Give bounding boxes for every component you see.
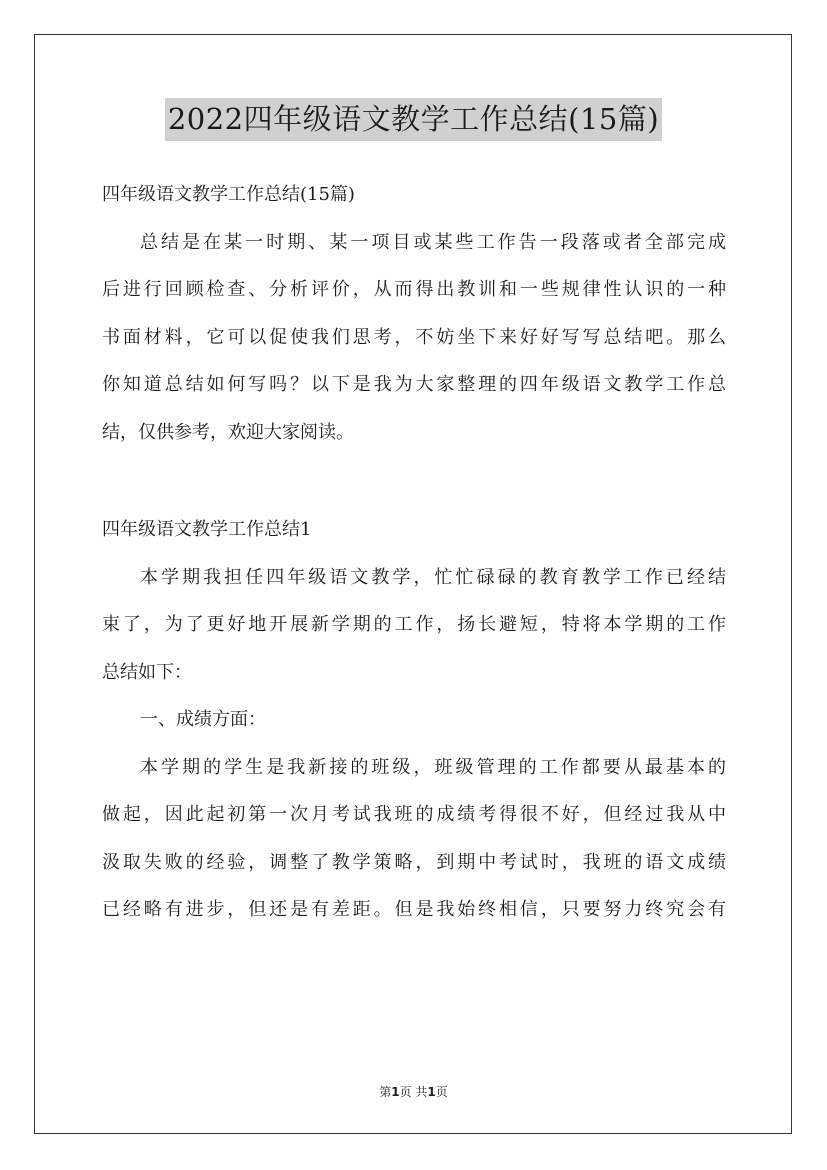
intro-line: 你知道总结如何写吗？以下是我为大家整理的四年级语文教学工作总: [102, 374, 726, 395]
section1-para1-line: 本学期我担任四年级语文教学，忙忙碌碌的教育教学工作已经结: [140, 566, 726, 588]
section1-para1-line: 束了，为了更好地开展新学期的工作，扬长避短，特将本学期的工作: [102, 614, 726, 635]
subheading: 一、成绩方面：: [140, 709, 266, 730]
intro-line: 后进行回顾检查、分析评价，从而得出教训和一些规律性认识的一种: [102, 279, 726, 300]
footer-total-pages: 1: [427, 1085, 436, 1099]
title-container: [0, 98, 827, 141]
intro-line: 书面材料，它可以促使我们思考，不妨坐下来好好写写总结吧。那么: [102, 326, 726, 348]
footer-page-number: 1: [391, 1085, 400, 1099]
section1-para2-line: 做起，因此起初第一次月考试我班的成绩考得很不好，但经过我从中: [102, 804, 726, 825]
footer-suffix: 页: [435, 1085, 448, 1099]
page-footer: [0, 1083, 827, 1100]
intro-line: 结，仅供参考，欢迎大家阅读。: [102, 421, 354, 443]
section1-para2-line: 汲取失败的经验，调整了教学策略，到期中考试时，我班的语文成绩: [102, 851, 726, 873]
section1-para2-line: 已经略有进步，但还是有差距。但是我始终相信，只要努力终究会有: [102, 899, 726, 920]
document-subtitle: 四年级语文教学工作总结(15篇): [102, 184, 355, 205]
section1-para2-line: 本学期的学生是我新接的班级，班级管理的工作都要从最基本的: [140, 756, 726, 778]
footer-mid: 页 共: [399, 1085, 428, 1099]
intro-line: 总结是在某一时期、某一项目或某些工作告一段落或者全部完成: [140, 231, 726, 253]
section-heading: 四年级语文教学工作总结1: [102, 519, 312, 540]
footer-prefix: 第: [379, 1085, 392, 1099]
paragraph-gap: [102, 456, 726, 506]
document-title: 2022四年级语文教学工作总结(15篇): [165, 98, 662, 141]
document-body: [102, 171, 726, 934]
section1-para1-line: 总结如下：: [102, 661, 192, 683]
